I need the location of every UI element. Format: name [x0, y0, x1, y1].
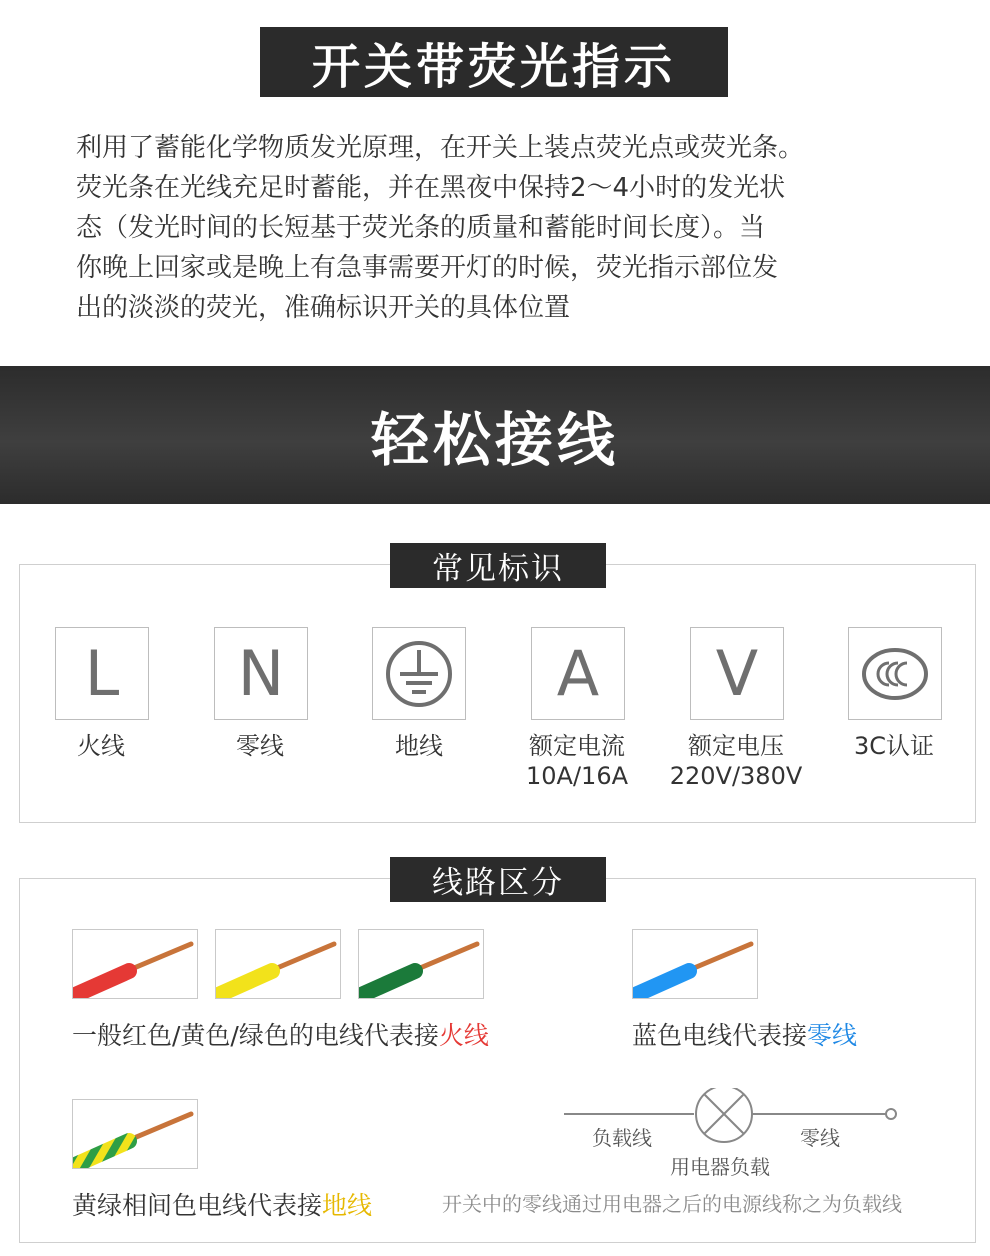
- ccc-icon: [859, 644, 931, 704]
- live-wire-desc: 一般红色/黄色/绿色的电线代表接: [72, 1021, 439, 1050]
- neutral-symbol: N: [237, 637, 285, 710]
- neutral-wire-highlight: 零线: [807, 1021, 858, 1050]
- yellow-wire-image: [215, 929, 341, 999]
- ccc-symbol-label: 3C认证: [853, 732, 935, 760]
- wires-tag-label: 线路区分: [432, 865, 564, 901]
- current-label: 额定电流: [529, 732, 625, 760]
- voltage-symbol-label: [661, 731, 811, 791]
- neutral-wire-text: [632, 1016, 857, 1052]
- voltage-label: 额定电压: [688, 732, 784, 760]
- neutral-symbol-box: [214, 627, 308, 720]
- section-header: [0, 366, 990, 504]
- intro-line: 荧光条在光线充足时蓄能，并在黑夜中保持2～4小时的发光状: [76, 173, 786, 203]
- voltage-symbol: V: [715, 637, 759, 710]
- current-symbol-box: [531, 627, 625, 720]
- wires-tag: [390, 857, 606, 902]
- live-symbol-label: 火线: [77, 732, 125, 760]
- symbols-tag: [390, 543, 606, 588]
- ground-wire-text: [72, 1186, 372, 1222]
- ground-symbol-label: 地线: [395, 732, 443, 760]
- ground-icon: [383, 638, 455, 710]
- symbols-tag-label: 常见标识: [432, 551, 564, 587]
- load-line-label: 负载线: [592, 1126, 652, 1150]
- live-wire-text: [72, 1016, 489, 1052]
- current-symbol-label: [502, 731, 652, 791]
- neutral-symbol-label: 零线: [236, 732, 284, 760]
- current-value: 10A/16A: [526, 762, 628, 790]
- page-title-banner: [260, 27, 728, 97]
- red-wire-image: [72, 929, 198, 999]
- blue-wire-image: [632, 929, 758, 999]
- voltage-symbol-box: [690, 627, 784, 720]
- live-wire-highlight: 火线: [438, 1021, 489, 1050]
- section-title: 轻松接线: [370, 406, 619, 474]
- appliance-label: 用电器负载: [670, 1155, 770, 1179]
- intro-paragraph: [76, 128, 936, 328]
- live-symbol-box: [55, 627, 149, 720]
- page-title: 开关带荧光指示: [311, 38, 676, 95]
- ground-wire-desc: 黄绿相间色电线代表接: [72, 1191, 323, 1220]
- intro-line: 态（发光时间的长短基于荧光条的质量和蓄能时间长度）。当: [76, 213, 766, 243]
- intro-line: 利用了蓄能化学物质发光原理，在开关上装点荧光点或荧光条。: [76, 133, 805, 163]
- ccc-symbol-box: [848, 627, 942, 720]
- voltage-value: 220V/380V: [669, 762, 803, 790]
- symbols-panel: [19, 564, 976, 823]
- live-symbol: L: [84, 637, 120, 710]
- ground-symbol-box: [372, 627, 466, 720]
- ground-wire-highlight: 地线: [322, 1191, 373, 1220]
- current-symbol: A: [556, 637, 600, 710]
- yellow-green-wire-image: [72, 1099, 198, 1169]
- neutral-line-label: 零线: [800, 1126, 840, 1150]
- load-line-note: 开关中的零线通过用电器之后的电源线称之为负载线: [442, 1192, 902, 1216]
- neutral-wire-desc: 蓝色电线代表接: [632, 1021, 808, 1050]
- green-wire-image: [358, 929, 484, 999]
- intro-line: 你晚上回家或是晚上有急事需要开灯的时候，荧光指示部位发: [76, 253, 779, 283]
- intro-line: 出的淡淡的荧光，准确标识开关的具体位置: [76, 293, 571, 323]
